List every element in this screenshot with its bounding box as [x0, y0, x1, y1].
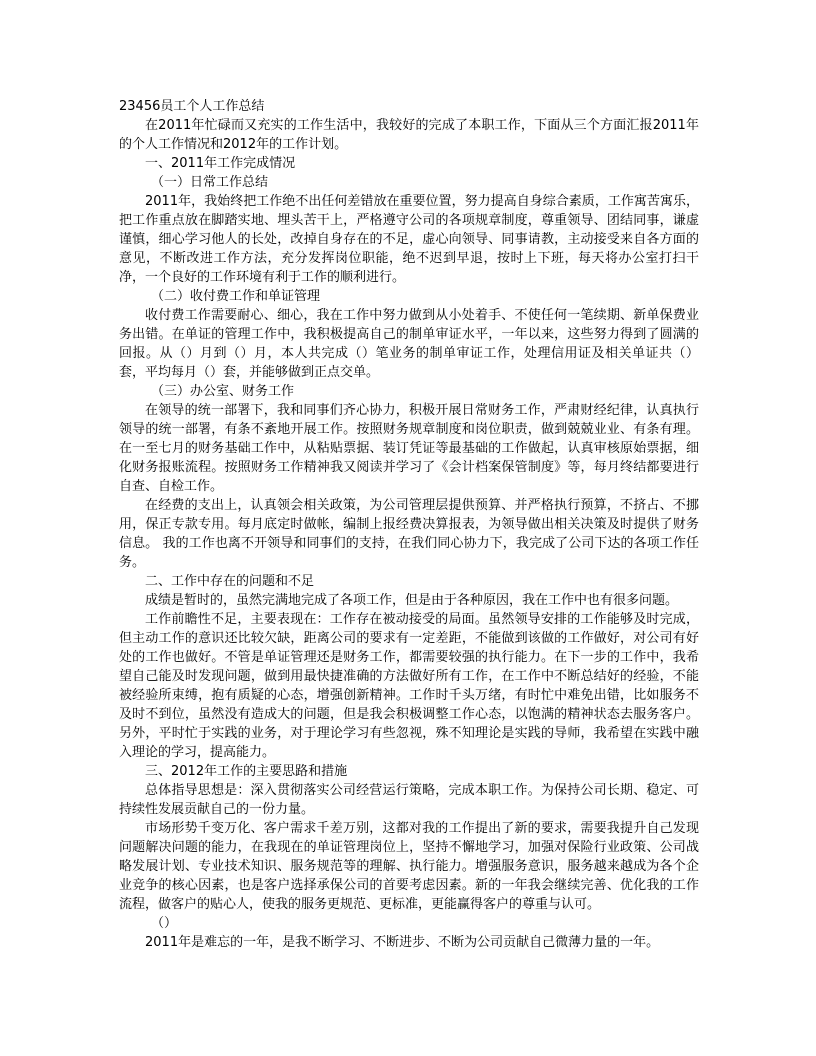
section-heading-1: 一、2011年工作完成情况 [145, 156, 296, 171]
document-page [119, 97, 699, 952]
section-heading-3: 三、2012年工作的主要思路和措施 [145, 764, 348, 779]
document-title: 23456员工个人工作总结 [119, 99, 265, 114]
paragraph-shortcomings: 工作前瞻性不足，主要表现在：工作存在被动接受的局面。虽然领导安排的工作能够及时完成，但主动工作的意识还比较欠缺，距离公司的要求有一定差距，不能做到该做的工作做好，对公司有好处的工作也做好。不管是单证管理还是财务工作，都需要较强的执行能力。在下一步的工作中，我希望自己能及时发现问题，做到用最快捷准确的方法做好所有工作，在工作中不断总结好的经验，不能被经验所束缚，抱有质疑的心态，增强创新精神。工作时千头万绪，有时忙中难免出错，比如服务不及时不到位，虽然没有造成大的问题，但是我会积极调整工作心态，以饱满的精神状态去服务客户。另外，平时忙于实践的业务，对于理论学习有些忽视，殊不知理论是实践的导师，我希望在实践中融入理论的学习，提高能力。 [119, 612, 699, 760]
paragraph-achievements: 成绩是暂时的，虽然完满地完成了各项工作，但是由于各种原因，我在工作中也有很多问题。 [145, 593, 679, 608]
paragraph-market: 市场形势千变万化、客户需求千差万别，这都对我的工作提出了新的要求，需要我提升自己发现问题解决问题的能力，在我现在的单证管理岗位上，坚持不懈地学习，加强对保险行业政策、公司战略发展计划、专业技术知识、服务规范等的理解、执行能力。增强服务意识，服务越来越成为各个企业竞争的核心因素，也是客户选择承保公司的首要考虑因素。新的一年我会继续完善、优化我的工作流程，做客户的贴心人，使我的服务更规范、更标准，更能赢得客户的尊重与认可。 [119, 821, 699, 912]
paragraph-conclusion: 2011年是难忘的一年，是我不断学习、不断进步、不断为公司贡献自己微薄力量的一年。 [145, 935, 660, 950]
paragraph-expenditure: 在经费的支出上，认真领会相关政策，为公司管理层提供预算、并严格执行预算，不挤占、不挪用，保正专款专用。每月底定时做帐，编制上报经费决算报表，为领导做出相关决策及时提供了财务信息。 我的工作也离不开领导和同事们的支持，在我们同心协力下，我完成了公司下达的各项工作任务。 [119, 498, 699, 570]
subsection-heading-daily: （一）日常工作总结 [151, 175, 269, 190]
paragraph-daily-work: 2011年，我始终把工作绝不出任何差错放在重要位置，努力提高自身综合素质，工作寓苦寓乐，把工作重点放在脚踏实地、埋头苦干上，严格遵守公司的各项规章制度，尊重领导、团结同事，谦虚谨慎，细心学习他人的长处，改掉自身存在的不足，虚心向领导、同事请教，主动接受来自各方面的意见，不断改进工作方法，充分发挥岗位职能，绝不迟到早退，按时上下班，每天将办公室打扫干净，一个良好的工作环境有利于工作的顺利进行。 [119, 194, 699, 285]
subsection-heading-fees: （二）收付费工作和单证管理 [151, 289, 321, 304]
paragraph-finance-work: 在领导的统一部署下，我和同事们齐心协力，积极开展日常财务工作，严肃财经纪律，认真执行领导的统一部署，有条不紊地开展工作。按照财务规章制度和岗位职责，做到兢兢业业、有条有理。在一至七月的财务基础工作中，从粘贴票据、装订凭证等最基础的工作做起，认真审核原始票据，细化财务报账流程。按照财务工作精神我又阅读并学习了《会计档案保管制度》等，每月终结都要进行自查、自检工作。 [119, 403, 699, 494]
section-heading-2: 二、工作中存在的问题和不足 [145, 574, 315, 589]
paragraph-fees-documents: 收付费工作需要耐心、细心，我在工作中努力做到从小处着手、不使任何一笔续期、新单保费业务出错。在单证的管理工作中，我积极提高自己的制单审证水平，一年以来，这些努力得到了圆满的回报。从（）月到（）月，本人共完成（）笔业务的制单审证工作，处理信用证及相关单证共（）套，平均每月（）套，并能够做到正点交单。 [119, 308, 699, 380]
subsection-heading-empty: （） [151, 916, 178, 931]
intro-paragraph: 在2011年忙碌而又充实的工作生活中，我较好的完成了本职工作，下面从三个方面汇报2011年的个人工作情况和2012年的工作计划。 [119, 118, 699, 152]
paragraph-guiding-idea: 总体指导思想是：深入贯彻落实公司经营运行策略，完成本职工作。为保持公司长期、稳定、可持续性发展贡献自己的一份力量。 [119, 783, 699, 817]
subsection-heading-office-finance: （三）办公室、财务工作 [151, 384, 295, 399]
